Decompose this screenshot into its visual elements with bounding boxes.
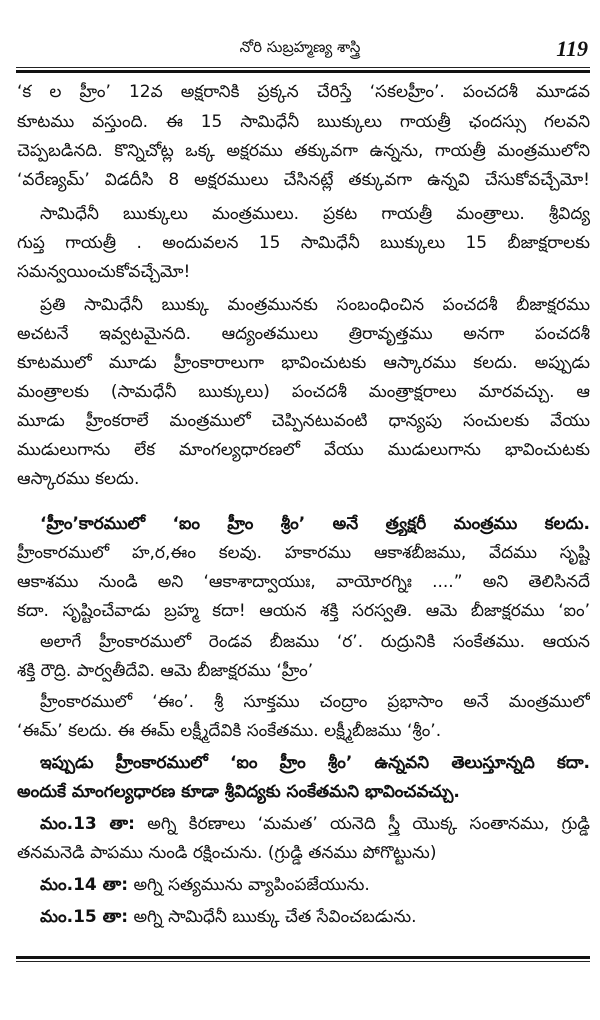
text-line: గుప్త గాయత్రీ . అందువలన 15 సామిధేనీ ఋక్కులు 15 బీజాక్షరాలకు [17, 233, 590, 253]
text-line: సమన్వయించుకోవచ్చేమో! [17, 262, 191, 282]
verse-text: అగ్ని కిరణాలు ‘మమత’ యనెది స్త్రీ యొక్క సంతానము, గ్రుడ్డి [147, 814, 590, 834]
footer-rule-thin [16, 961, 590, 962]
text-line: శక్తి రౌద్రి. పార్వతీదేవి. ఆమె బీజాక్షరము ‘హ్రీం’ [17, 661, 314, 681]
text-line: కూటము వస్తుంది. ఈ 15 సామిధేనీ ఋక్కులు గాయత్రీ ఛందస్సు గలవని [17, 112, 590, 132]
text-line: మూడు హ్రీంకరాలే మంత్రములో చెప్పినటువంటి ధాన్యపు సంచులకు వేయు [17, 411, 590, 431]
verse-label: మం.14 తా: [40, 875, 129, 895]
footer-rule-thick [16, 956, 590, 959]
verse-label: మం.13 తా: [40, 814, 135, 834]
text-line: ఇప్పుడు హ్రీంకారములో ‘ఐం హ్రీం శ్రీం’ ఉన్నవని తెలుస్తూన్నది కదా. [40, 753, 590, 773]
text-line: ‘క ల హ్రీం’ 12వ అక్షరానికి ప్రక్కన చేరిస్తే ‘సకలహ్రీం’. పంచదశీ మూడవ [17, 82, 590, 102]
header-rule-thin [16, 67, 590, 68]
text-line: అలాగే హ్రీంకారములో రెండవ బీజము ‘ర’. రుద్రునికి సంకేతము. ఆయన [40, 632, 590, 652]
text-line: మంత్రాలకు (సామధేనీ ఋక్కులు) పంచదశీ మంత్రాక్షరాలు మారవచ్చు. ఆ [17, 382, 590, 402]
text-line: అందుకే మాంగల్యధారణ కూడా శ్రీవిద్యకు సంకేతమని భావించవచ్చు. [17, 782, 460, 802]
text-line: ‘వరేణ్యమ్’ విడదీసి 8 అక్షరములు చేసినట్లే తక్కువగా ఉన్నవి చేసుకోవచ్చేమో! [17, 170, 590, 190]
text-line: సామిధేనీ ఋక్కులు మంత్రములు. ప్రకట గాయత్రీ మంత్రాలు. శ్రీవిద్య [40, 204, 590, 224]
text-line: ప్రతి సామిధేనీ ఋక్కు మంత్రమునకు సంబంధించిన పంచదశీ బీజాక్షరము [40, 295, 590, 315]
verse-13 [40, 812, 590, 836]
text-line: ‘హ్రీం’కారములో ‘ఐం హ్రీం శ్రీం’ అనే త్ర్యక్షరీ మంత్రము కలదు. [40, 514, 590, 534]
verse-text: అగ్ని సామిధేనీ ఋక్కు చేత సేవించబడును. [133, 907, 417, 927]
text-line: ‘ఈమ్’ కలదు. ఈ ఈమ్ లక్ష్మీదేవికి సంకేతము. లక్ష్మీబీజము ‘శ్రీం’. [17, 721, 442, 741]
text-line: కదా. సృష్టించేవాడు బ్రహ్మ కదా! ఆయన శక్తి సరస్వతి. ఆమె బీజాక్షరము ‘ఐం’ [17, 601, 590, 621]
running-title: నోరి సుబ్రహ్మణ్య శాస్త్రి [239, 38, 361, 56]
verse-14 [40, 873, 590, 897]
text-line: ముడులుగాను లేక మాంగల్యధారణలో వేయు ముడులుగాను భావించుటకు [17, 440, 590, 460]
verse-text: అగ్ని సత్యమును వ్యాపింపజేయును. [133, 875, 370, 895]
text-line: ఆకాశము నుండి అని ‘ఆకాశాద్వాయుః, వాయోరగ్నిః ....” అని తెలిసినదే [17, 572, 590, 592]
text-line: చెప్పబడినది. కొన్నిచోట్ల ఒక్క అక్షరము తక్కువగా ఉన్నను, గాయత్రీ మంత్రములోని [17, 141, 590, 161]
text-line: కూటములో మూడు హ్రీంకారాలుగా భావించుటకు ఆస్కారము కలదు. అప్పుడు [17, 353, 590, 373]
text-line: హ్రీంకారములో హ,ర,ఈం కలవు. హకారము ఆకాశబీజము, వేదము సృష్టి [17, 543, 590, 563]
header-rule-thick [16, 70, 590, 73]
text-line: ఆస్కారము కలదు. [17, 469, 140, 489]
page-number: 119 [556, 36, 588, 61]
text-line: హ్రీంకారములో ‘ఈం’. శ్రీ సూక్తము చంద్రాం ప్రభాసాం అనే మంత్రములో [40, 692, 590, 712]
verse-15 [40, 905, 590, 929]
text-line: తనమనెడి పాపము నుండి రక్షించును. (గ్రుడ్డి తనము పోగొట్టును) [17, 843, 437, 863]
text-line: అచటనే ఇవ్వటమైనది. ఆద్యంతములు త్రిరావృత్తము అనగా పంచదశీ [17, 324, 590, 344]
verse-label: మం.15 తా: [40, 907, 129, 927]
